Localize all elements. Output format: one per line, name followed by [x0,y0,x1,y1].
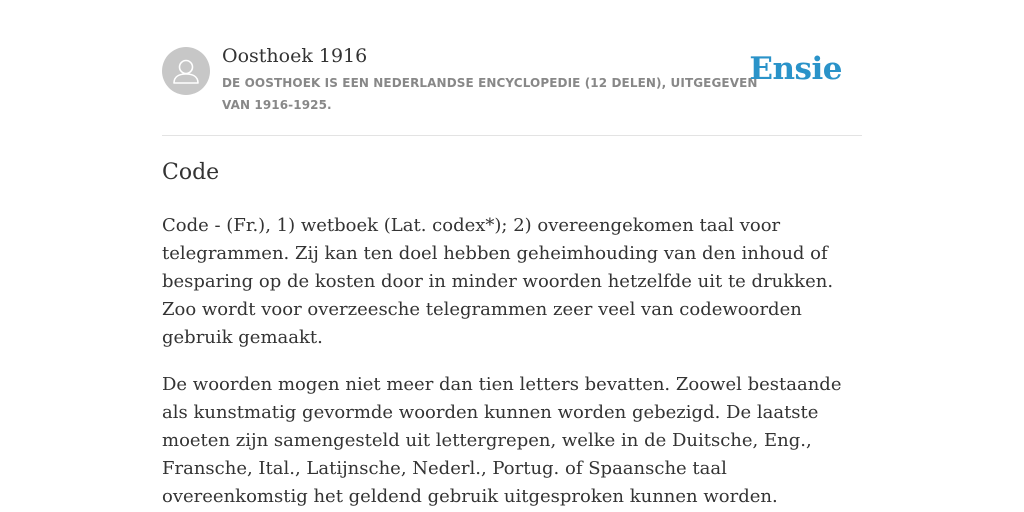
entry-paragraph: Code - (Fr.), 1) wetboek (Lat. codex*); 2) overeengekomen taal voor telegrammen. Zij kan ten doel hebben geheimhouding van den inhoud of besparing op de kosten door in minder woorden hetzelfde uit te drukken. Zoo wordt voor overzeesche telegrammen zeer veel van codewoorden gebruik gemaakt. [162,215,834,348]
source-description: DE OOSTHOEK IS EEN NEDERLANDSE ENCYCLOPEDIE (12 DELEN), UITGEGEVEN VAN 1916-1925. [222,76,758,112]
source-avatar[interactable] [162,47,210,95]
user-icon [162,47,210,95]
article-container [162,0,862,507]
source-header [162,0,862,136]
entry-title: Code [162,160,220,185]
brand-logo[interactable]: Ensie [749,51,842,87]
source-title[interactable]: Oosthoek 1916 [222,45,368,67]
entry-body [162,212,862,512]
entry-paragraph: De woorden mogen niet meer dan tien letters bevatten. Zoowel bestaande als kunstmatig gevormde woorden kunnen worden gebezigd. De laatste moeten zijn samengesteld uit lettergrepen, welke in de Duitsche, Eng., Fransche, Ital., Latijnsche, Nederl., Portug. of Spaansche taal overeenkomstig het geldend gebruik uitgesproken kunnen worden. [162,374,842,507]
